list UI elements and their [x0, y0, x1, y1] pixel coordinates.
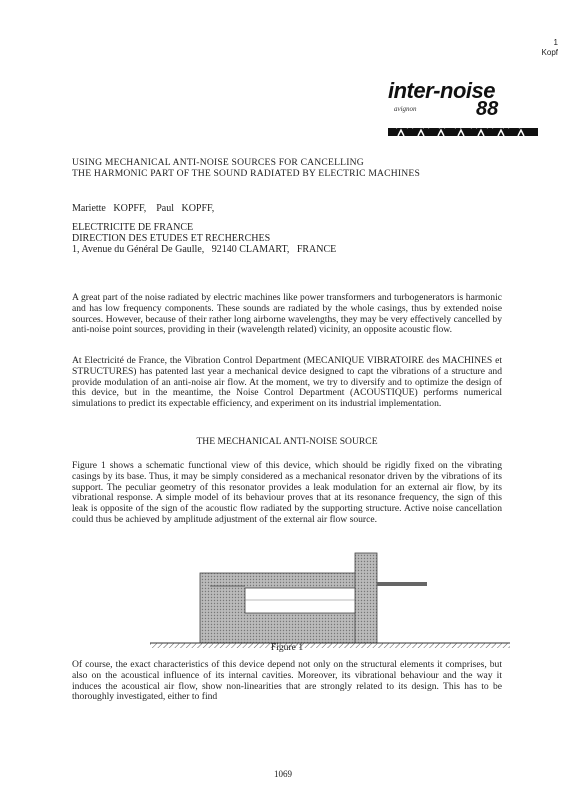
- paper-title: [72, 157, 542, 179]
- paragraph-characteristics: Of course, the exact characteristics of this device depend not only on the structural elements it comprises, but also on the acoustical influence of its internal cavities. Moreover, its vibrational behaviour and the way it induces the acoustical air flow, show non-linearities that are strongly related to its design. This has to be thoroughly investigated, either to find: [72, 659, 502, 703]
- author-tag: Kopf: [541, 48, 558, 57]
- affiliation-line: DIRECTION DES ETUDES ET RECHERCHES: [72, 233, 271, 244]
- page-corner-marker: [542, 38, 558, 58]
- affiliation-line: ELECTRICITE DE FRANCE: [72, 222, 194, 233]
- logo-bridge-graphic: [388, 118, 538, 138]
- figure-1-schematic: [150, 548, 510, 648]
- figure-caption: Figure 1: [270, 642, 304, 653]
- logo-name: inter-noise: [388, 78, 495, 103]
- affiliation: [72, 222, 336, 255]
- logo-sub: avignon: [394, 105, 417, 113]
- paragraph-edf: At Electricité de France, the Vibration Control Department (MECANIQUE VIBRATOIRE des MACHINES et STRUCTURES) has patented last year a mechanical device designed to capt the vibrations of a structure and provide modulation of an anti-noise air flow. At the moment, we try to diversify and to optimize the design of this device, but in the meantime, the Noise Control Department (ACOUSTIQUE) performs numerical simulations to predict its expectable efficiency, and experiment on its industrial implementation.: [72, 355, 502, 410]
- page-number: 1069: [274, 769, 292, 779]
- conference-logo: [388, 80, 538, 140]
- authors: Mariette KOPFF, Paul KOPFF,: [72, 203, 215, 214]
- logo-year: 88: [476, 98, 499, 120]
- title-line: THE HARMONIC PART OF THE SOUND RADIATED BY ELECTRIC MACHINES: [72, 168, 421, 179]
- section-heading: THE MECHANICAL ANTI-NOISE SOURCE: [196, 436, 378, 447]
- paragraph-figure-description: Figure 1 shows a schematic functional view of this device, which should be rigidly fixed on the vibrating casings by its base. Thus, it may be simply considered as a mechanical resonator driven by the vibrations of its support. The peculiar geometry of this resonator provides a leak modulation for an external air flow, by its vibrational response. A simple model of its behaviour proves that at its resonance frequency, the sign of this leak is opposite of the sign of the acoustic flow radiated by the supporting structure. Active noise cancellation could thus be achieved by amplitude adjustment of the external air flow source.: [72, 460, 502, 525]
- page-marker: 1: [553, 38, 558, 47]
- title-line: USING MECHANICAL ANTI-NOISE SOURCES FOR CANCELLING: [72, 157, 364, 168]
- paragraph-intro: A great part of the noise radiated by electric machines like power transformers and turbogenerators is harmonic and has low frequency components. These sounds are radiated by the whole casings, thus by extended noise sources. However, because of their rather long airborne wavelengths, they may be very effectively cancelled by anti-noise point sources, providing in their (wavelength related) vicinity, an opposite acoustic flow.: [72, 292, 502, 336]
- affiliation-line: 1, Avenue du Général De Gaulle, 92140 CLAMART, FRANCE: [72, 244, 337, 255]
